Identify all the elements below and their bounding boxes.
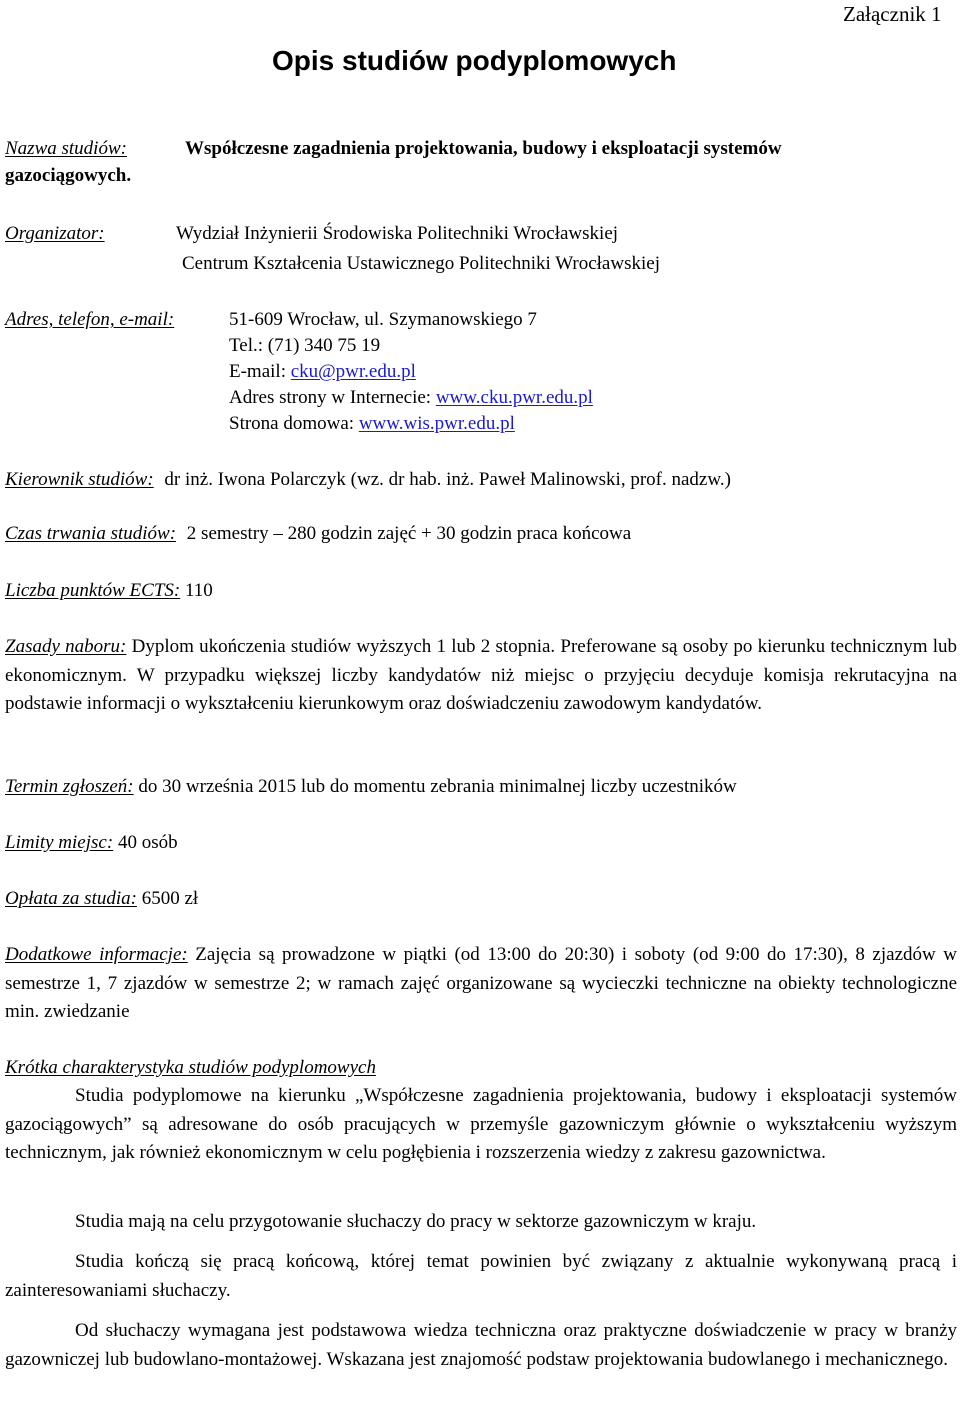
home-link[interactable]: www.wis.pwr.edu.pl bbox=[358, 413, 515, 434]
email-prefix: E-mail: bbox=[229, 361, 286, 382]
duration-value: 2 semestry – 280 godzin zajęć + 30 godzin praca końcowa bbox=[186, 523, 632, 544]
name-label: Nazwa studiów: bbox=[5, 138, 127, 159]
address-home-row bbox=[229, 410, 515, 438]
admission-paragraph bbox=[5, 633, 957, 719]
annex-label: Załącznik 1 bbox=[843, 2, 942, 26]
extra-label: Dodatkowe informacje: bbox=[5, 944, 188, 965]
summary-paragraph-3 bbox=[5, 1248, 957, 1305]
summary-text-2: Studia mają na celu przygotowanie słuchaczy do pracy w sektorze gazowniczym w kraju. bbox=[75, 1211, 757, 1232]
name-value-line2: gazociągowych. bbox=[5, 165, 132, 186]
admission-label: Zasady naboru: bbox=[5, 636, 127, 657]
home-prefix: Strona domowa: bbox=[229, 413, 355, 434]
deadline-label: Termin zgłoszeń: bbox=[5, 776, 134, 797]
director-row bbox=[5, 466, 731, 494]
address-label: Adres, telefon, e-mail: bbox=[5, 309, 175, 330]
address-street: 51-609 Wrocław, ul. Szymanowskiego 7 bbox=[229, 309, 537, 330]
director-value: dr inż. Iwona Polarczyk (wz. dr hab. inż. Paweł Malinowski, prof. nadzw.) bbox=[164, 469, 731, 490]
admission-text: Dyplom ukończenia studiów wyższych 1 lub 2 stopnia. Preferowane są osoby po kierunku technicznym lub ekonomicznym. W przypadku większej liczby kandydatów niż miejsc o przyjęciu decyduje komisja rekrutacyjna na podstawie informacji o wykształceniu kierunkowym oraz doświadczeniu zawodowym kandydatów. bbox=[5, 636, 957, 714]
duration-row bbox=[5, 520, 631, 548]
deadline-row bbox=[5, 773, 737, 801]
ects-value: 110 bbox=[184, 580, 213, 601]
limit-value: 40 osób bbox=[117, 832, 178, 853]
limit-label: Limity miejsc: bbox=[5, 832, 114, 853]
extra-paragraph bbox=[5, 941, 957, 1027]
summary-heading: Krótka charakterystyka studiów podyplomowych bbox=[5, 1057, 376, 1078]
deadline-value: do 30 września 2015 lub do momentu zebrania minimalnej liczby uczestników bbox=[138, 776, 737, 797]
web-prefix: Adres strony w Internecie: bbox=[229, 387, 432, 408]
ects-label: Liczba punktów ECTS: bbox=[5, 580, 181, 601]
summary-text-4: Od słuchaczy wymagana jest podstawowa wiedza techniczna oraz praktyczne doświadczenie w pracy w branży gazowniczej lub budowlano-montażowej. Wskazana jest znajomość podstaw projektowania budowlanego i mechanicznego. bbox=[5, 1320, 957, 1370]
summary-paragraph-1 bbox=[5, 1082, 957, 1168]
fee-row bbox=[5, 885, 198, 913]
summary-text-3: Studia kończą się pracą końcową, której temat powinien być związany z aktualnie wykonywaną pracą i zainteresowaniami słuchaczy. bbox=[5, 1251, 957, 1301]
fee-label: Opłata za studia: bbox=[5, 888, 137, 909]
summary-paragraph-4 bbox=[5, 1317, 957, 1374]
organizer-line1: Wydział Inżynierii Środowiska Politechniki Wrocławskiej bbox=[176, 223, 619, 244]
director-label: Kierownik studiów: bbox=[5, 469, 154, 490]
page-title: Opis studiów podyplomowych bbox=[272, 45, 677, 76]
summary-text-1: Studia podyplomowe na kierunku „Współczesne zagadnienia projektowania, budowy i eksploatacji systemów gazociągowych” są adresowane do osób pracujących w przemyśle gazowniczym głównie o wykształceniu wyższym technicznym, jak również ekonomicznym w celu pogłębienia i rozszerzenia wiedzy z zakresu gazownictwa. bbox=[5, 1085, 957, 1163]
address-web-row bbox=[229, 384, 593, 412]
address-email-row bbox=[229, 358, 416, 386]
extra-text: Zajęcia są prowadzone w piątki (od 13:00 do 20:30) i soboty (od 9:00 do 17:30), 8 zjazdów w semestrze 1, 7 zjazdów w semestrze 2; w ramach zajęć organizowane są wycieczki techniczne na obiekty technologiczne min. zwiedzanie bbox=[5, 944, 957, 1022]
limit-row bbox=[5, 829, 178, 857]
summary-paragraph-2 bbox=[5, 1208, 957, 1237]
organizer-line2: Centrum Kształcenia Ustawicznego Politechniki Wrocławskiej bbox=[182, 253, 660, 274]
duration-label: Czas trwania studiów: bbox=[5, 523, 177, 544]
name-value-line1: Współczesne zagadnienia projektowania, budowy i eksploatacji systemów bbox=[185, 138, 782, 159]
email-link[interactable]: cku@pwr.edu.pl bbox=[290, 361, 416, 382]
organizer-label: Organizator: bbox=[5, 223, 105, 244]
web-link[interactable]: www.cku.pwr.edu.pl bbox=[435, 387, 593, 408]
fee-value: 6500 zł bbox=[141, 888, 199, 909]
ects-row bbox=[5, 577, 213, 605]
address-tel: Tel.: (71) 340 75 19 bbox=[229, 335, 381, 356]
